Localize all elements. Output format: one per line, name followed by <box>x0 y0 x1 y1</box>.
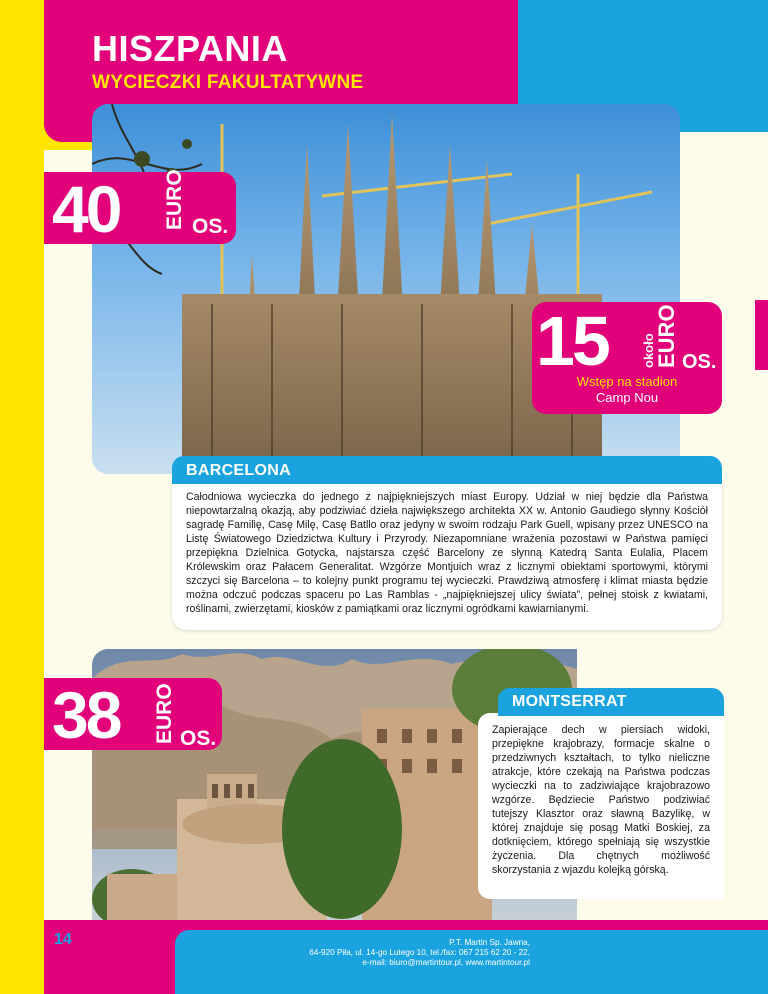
footer-contact <box>230 938 530 968</box>
page-subtitle: WYCIECZKI FAKULTATYWNE <box>92 72 364 93</box>
montserrat-description: Zapierające dech w piersiach widoki, przepiękne krajobrazy, formacje skalne o przedziwnych kształtach, to tylko nieliczne atrakcje, które czekają na Państwa podczas wycieczki na to zadziwiające krajobrazowo wzgórze. Będziecie Państwo podziwiać tutejszy Klasztor oraz sławną Bazylikę, w której znajduje się posąg Matki Boskiej, za dotknięciem, którego spełniają się wszystkie życzenia. Dla chętnych możliwość skorzystania z wjazdu kolejką górską. <box>492 724 710 876</box>
stadium-caption <box>532 374 722 406</box>
barcelona-photo <box>92 104 680 474</box>
page-number: 14 <box>54 931 72 948</box>
barcelona-description: Całodniowa wycieczka do jednego z najpiękniejszych miast Europy. Udział w niej będzie dla Państwa niepowtarzalną okazją, aby podziwiać dzieła największego architekta XX w. Antonio Gaudiego słynny Kościół sagradę Familię, Casę Milę, Casę Batllo oraz jedyny w swoim rodzaju Park Guell, wpisany przez UNESCO na Listę Światowego Dziedzictwa Kultury i Przyrody. Niezapomniane wrażenia pozostawi w Państwa pamięci przepiękna Dzielnica Gotycka, najstarsza część Barcelony ze słynną Katedrą Santa Eulalia, Placem Królewskim oraz Pałacem Generalitat. Wzgórze Montjuich wraz z licznymi obiektami sportowymi, którymi szczyci się Barcelona – to kolejny punkt programu tej wycieczki. Prawdziwą atmosferę i klimat miasta będzie można odczuć podczas spaceru po Las Ramblas - „najpiękniejszej ulicy świata”, pełnej stoisk z kwiatami, roślinami, zwierzętami, kiosków z pamiątkami oraz licznymi ogródkami kawiarnianymi. <box>186 491 708 615</box>
footer-address: 64-920 Piła, ul. 14-go Lutego 10, tel./fax: 067 215 62 20 - 22, <box>309 948 530 957</box>
barcelona-heading: BARCELONA <box>172 456 722 486</box>
montserrat-heading: MONTSERRAT <box>498 688 724 716</box>
page-title: HISZPANIA <box>92 28 288 69</box>
price-badge-montserrat <box>44 678 222 750</box>
montserrat-description-box <box>478 713 724 899</box>
stadium-caption-line1: Wstęp na stadion <box>576 374 678 389</box>
price-prefix: około <box>641 333 656 368</box>
price-amount: 40 <box>52 172 120 246</box>
price-badge-stadium <box>532 302 722 414</box>
price-currency: EURO <box>163 169 186 230</box>
price-per-person: OS. <box>192 215 229 238</box>
price-per-person: OS. <box>180 727 217 750</box>
sagrada-familia-image <box>92 104 680 474</box>
price-per-person: OS. <box>682 351 717 373</box>
price-badge-barcelona <box>44 169 236 246</box>
price-amount: 15 <box>536 302 608 380</box>
footer-email-web: e-mail: biuro@martintour.pl, www.martintour.pl <box>362 958 530 967</box>
price-currency: EURO <box>654 304 679 368</box>
background-magenta-accent <box>755 300 768 370</box>
footer-company: P.T. Martin Sp. Jawna, <box>449 938 530 947</box>
barcelona-description-box <box>172 484 722 630</box>
price-currency: EURO <box>153 683 176 744</box>
stadium-caption-line2: Camp Nou <box>595 390 659 405</box>
price-amount: 38 <box>52 678 120 752</box>
